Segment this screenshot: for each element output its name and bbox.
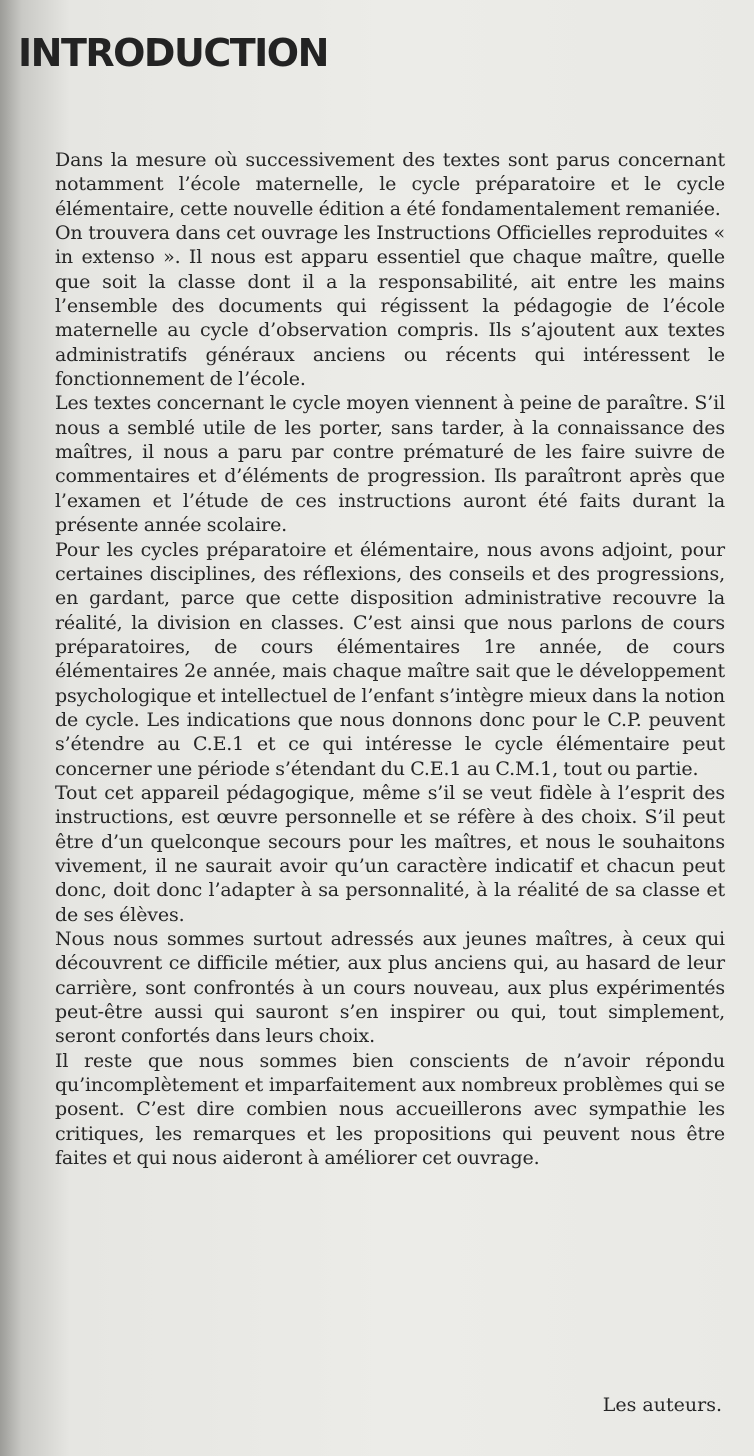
paragraph: Il reste que nous sommes bien conscients de n’avoir répondu qu’incomplètement et imparfaitement aux nombreux problèmes qui se posent. C’est dire combien nous accueillerons avec sympathie les critiques, les remarques et les propositions qui peuvent nous être faites et qui nous aideront à améliorer cet ouvrage. (55, 1049, 725, 1170)
introduction-body (55, 148, 725, 1170)
paragraph: Nous nous sommes surtout adressés aux jeunes maîtres, à ceux qui découvrent ce difficile métier, aux plus anciens qui, au hasard de leur carrière, sont confrontés à un cours nouveau, aux plus expérimentés peut-être aussi qui sauront s’en inspirer ou qui, tout simplement, seront confortés dans leurs choix. (55, 928, 725, 1048)
page-title: INTRODUCTION (18, 31, 328, 75)
paragraph: Dans la mesure où successivement des textes sont parus concernant notamment l’école maternelle, le cycle préparatoire et le cycle élémentaire, cette nouvelle édition a été fondamentalement remaniée. (55, 149, 725, 220)
paragraph: On trouvera dans cet ouvrage les Instructions Officielles reproduites « in extenso ». Il nous est apparu essentiel que chaque maître, quelle que soit la classe dont il a la responsabilité, ait entre les mains l’ensemble des documents qui régissent la pédagogie de l’école maternelle au cycle d’observation compris. Ils s’ajoutent aux textes administratifs généraux anciens ou récents qui intéressent le fonctionnement de l’école. (55, 222, 725, 391)
paragraph: Les textes concernant le cycle moyen viennent à peine de paraître. S’il nous a semblé utile de les porter, sans tarder, à la connaissance des maîtres, il nous a paru par contre prématuré de les faire suivre de commentaires et d’éléments de progression. Ils paraîtront après que l’examen et l’étude de ces instructions auront été faits durant la présente année scolaire. (55, 392, 725, 537)
signature: Les auteurs. (602, 1394, 722, 1416)
paragraph: Pour les cycles préparatoire et élémentaire, nous avons adjoint, pour certaines disciplines, des réflexions, des conseils et des progressions, en gardant, parce que cette disposition administrative recouvre la réalité, la division en classes. C’est ainsi que nous parlons de cours préparatoires, de cours élémentaires 1re année, de cours élémentaires 2e année, mais chaque maître sait que le développement psychologique et intellectuel de l’enfant s’intègre mieux dans la notion de cycle. Les indications que nous donnons donc pour le C.P. peuvent s’étendre au C.E.1 et ce qui intéresse le cycle élémentaire peut concerner une période s’étendant du C.E.1 au C.M.1, tout ou partie. (55, 538, 725, 780)
paragraph: Tout cet appareil pédagogique, même s’il se veut fidèle à l’esprit des instructions, est œuvre personnelle et se réfère à des choix. S’il peut être d’un quelconque secours pour les maîtres, et nous le souhaitons vivement, il ne saurait avoir qu’un caractère indicatif et chacun peut donc, doit donc l’adapter à sa personnalité, à la réalité de sa classe et de ses élèves. (55, 781, 725, 926)
